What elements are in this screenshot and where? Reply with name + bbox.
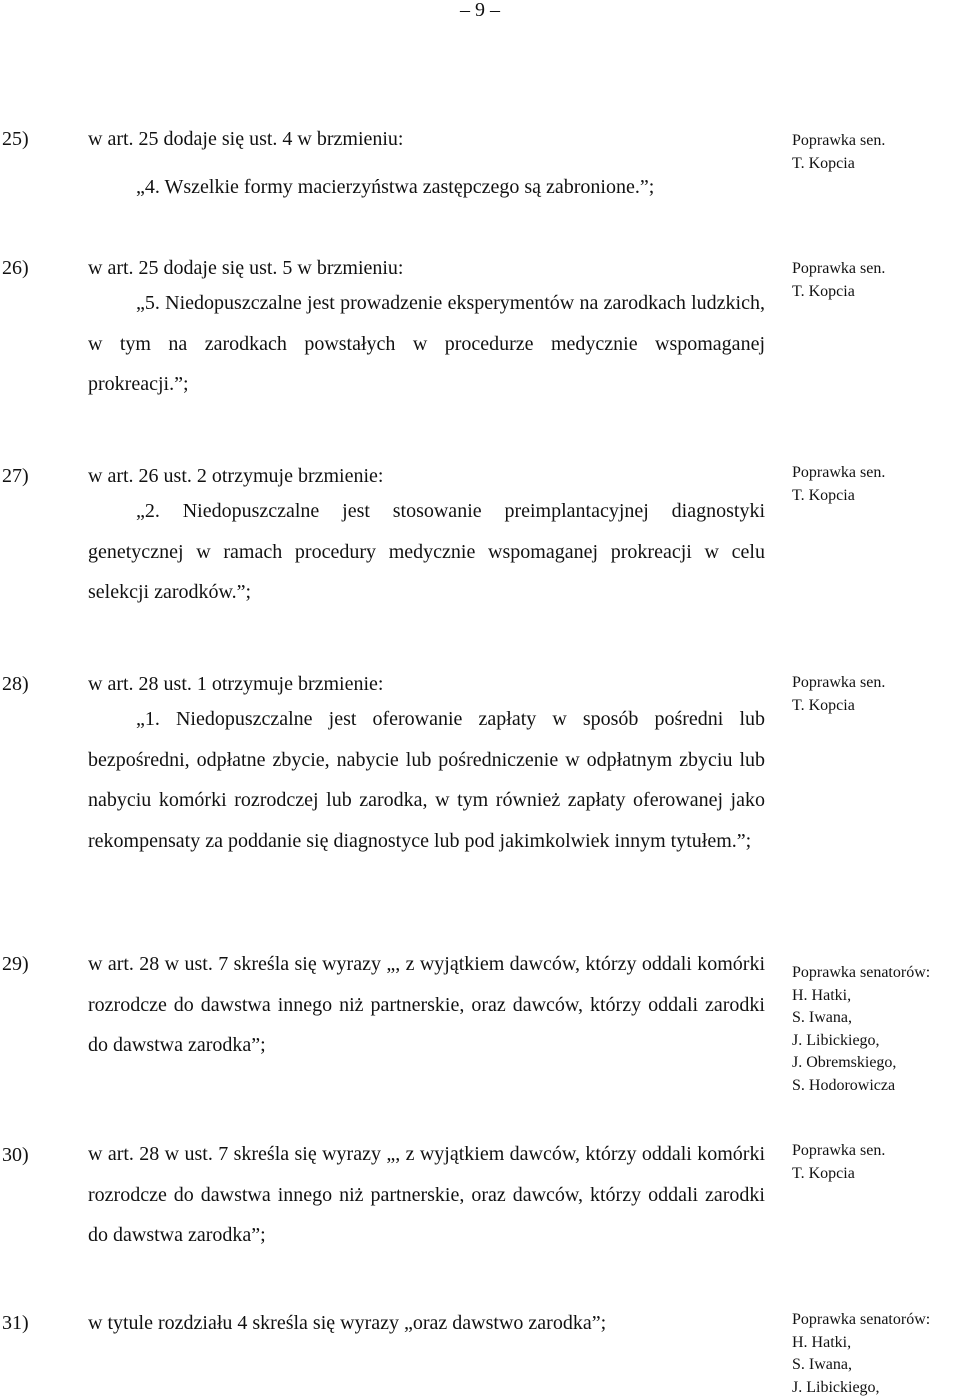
author-line: S. Iwana,	[792, 1356, 852, 1373]
item-intro: w art. 28 ust. 1 otrzymuje brzmienie:	[88, 673, 384, 695]
author-line: T. Kopcia	[792, 486, 855, 504]
item-intro: w art. 26 ust. 2 otrzymuje brzmienie:	[88, 465, 384, 487]
item-author	[792, 962, 960, 1097]
page-number: – 9 –	[460, 0, 500, 21]
author-line: S. Iwana,	[792, 1009, 852, 1026]
author-line: Poprawka senatorów:	[792, 1311, 931, 1328]
item-number: 28)	[2, 673, 29, 695]
item-author	[792, 258, 960, 303]
item-number: 25)	[2, 128, 29, 150]
author-line: T. Kopcia	[792, 154, 855, 172]
item-text: w tytule rozdziału 4 skreśla się wyrazy „oraz dawstwo zarodka”;	[88, 1312, 607, 1334]
author-line: Poprawka sen.	[792, 674, 886, 691]
author-line: T. Kopcia	[792, 282, 855, 300]
item-body	[88, 256, 765, 405]
author-line: H. Hatki,	[792, 1333, 852, 1351]
author-line: H. Hatki,	[792, 986, 852, 1004]
item-body	[88, 944, 765, 1066]
item-author	[792, 462, 960, 507]
item-author	[792, 130, 960, 175]
item-body	[88, 127, 765, 208]
item-body	[88, 1134, 765, 1256]
item-intro: w art. 25 dodaje się ust. 4 w brzmieniu:	[88, 128, 404, 150]
item-number: 31)	[2, 1312, 29, 1334]
item-number: 29)	[2, 953, 29, 975]
item-author	[792, 1309, 960, 1399]
item-text: „1. Niedopuszczalne jest oferowanie zapłaty w sposób pośredni lub bezpośredni, odpłatne zbycie, nabycie lub pośredniczenie w odpłatnym zbyciu lub nabyciu komórki rozrodczej lub zarodka, w tym również zapłaty oferowanej jako rekompensaty za poddanie się diagnostyce lub pod jakimkolwiek innym tytułem.”;	[88, 708, 765, 852]
item-text: w art. 28 w ust. 7 skreśla się wyrazy „, z wyjątkiem dawców, którzy oddali komórki rozrodcze do dawstwa innego niż partnerskie, oraz dawców, którzy oddali zarodki do dawstwa zarodka”;	[88, 1143, 765, 1246]
item-text: „5. Niedopuszczalne jest prowadzenie eksperymentów na zarodkach ludzkich, w tym na zarodkach powstałych w procedurze medycznie wspomaganej prokreacji.”;	[88, 292, 765, 395]
item-author	[792, 1140, 960, 1185]
item-text: w art. 28 w ust. 7 skreśla się wyrazy „, z wyjątkiem dawców, którzy oddali komórki rozrodcze do dawstwa innego niż partnerskie, oraz dawców, którzy oddali zarodki do dawstwa zarodka”;	[88, 953, 765, 1056]
author-line: J. Libickiego,	[792, 1378, 880, 1396]
item-body	[88, 1303, 765, 1344]
author-line: Poprawka sen.	[792, 464, 886, 481]
item-number: 27)	[2, 465, 29, 487]
item-body	[88, 672, 765, 861]
item-body	[88, 464, 765, 613]
author-line: T. Kopcia	[792, 1164, 855, 1182]
author-line: Poprawka senatorów:	[792, 964, 931, 981]
item-text: „2. Niedopuszczalne jest stosowanie preimplantacyjnej diagnostyki genetycznej w ramach procedury medycznie wspomaganej prokreacji w celu selekcji zarodków.”;	[88, 500, 765, 603]
author-line: T. Kopcia	[792, 696, 855, 714]
item-author	[792, 672, 960, 717]
author-line: Poprawka sen.	[792, 132, 886, 149]
item-number: 30)	[2, 1144, 29, 1166]
author-line: J. Obremskiego,	[792, 1054, 897, 1071]
author-line: Poprawka sen.	[792, 1142, 886, 1159]
item-text: „4. Wszelkie formy macierzyństwa zastępczego są zabronione.”;	[136, 176, 655, 198]
item-intro: w art. 25 dodaje się ust. 5 w brzmieniu:	[88, 257, 404, 279]
item-number: 26)	[2, 257, 29, 279]
author-line: Poprawka sen.	[792, 260, 886, 277]
author-line: S. Hodorowicza	[792, 1076, 896, 1094]
author-line: J. Libickiego,	[792, 1031, 880, 1049]
